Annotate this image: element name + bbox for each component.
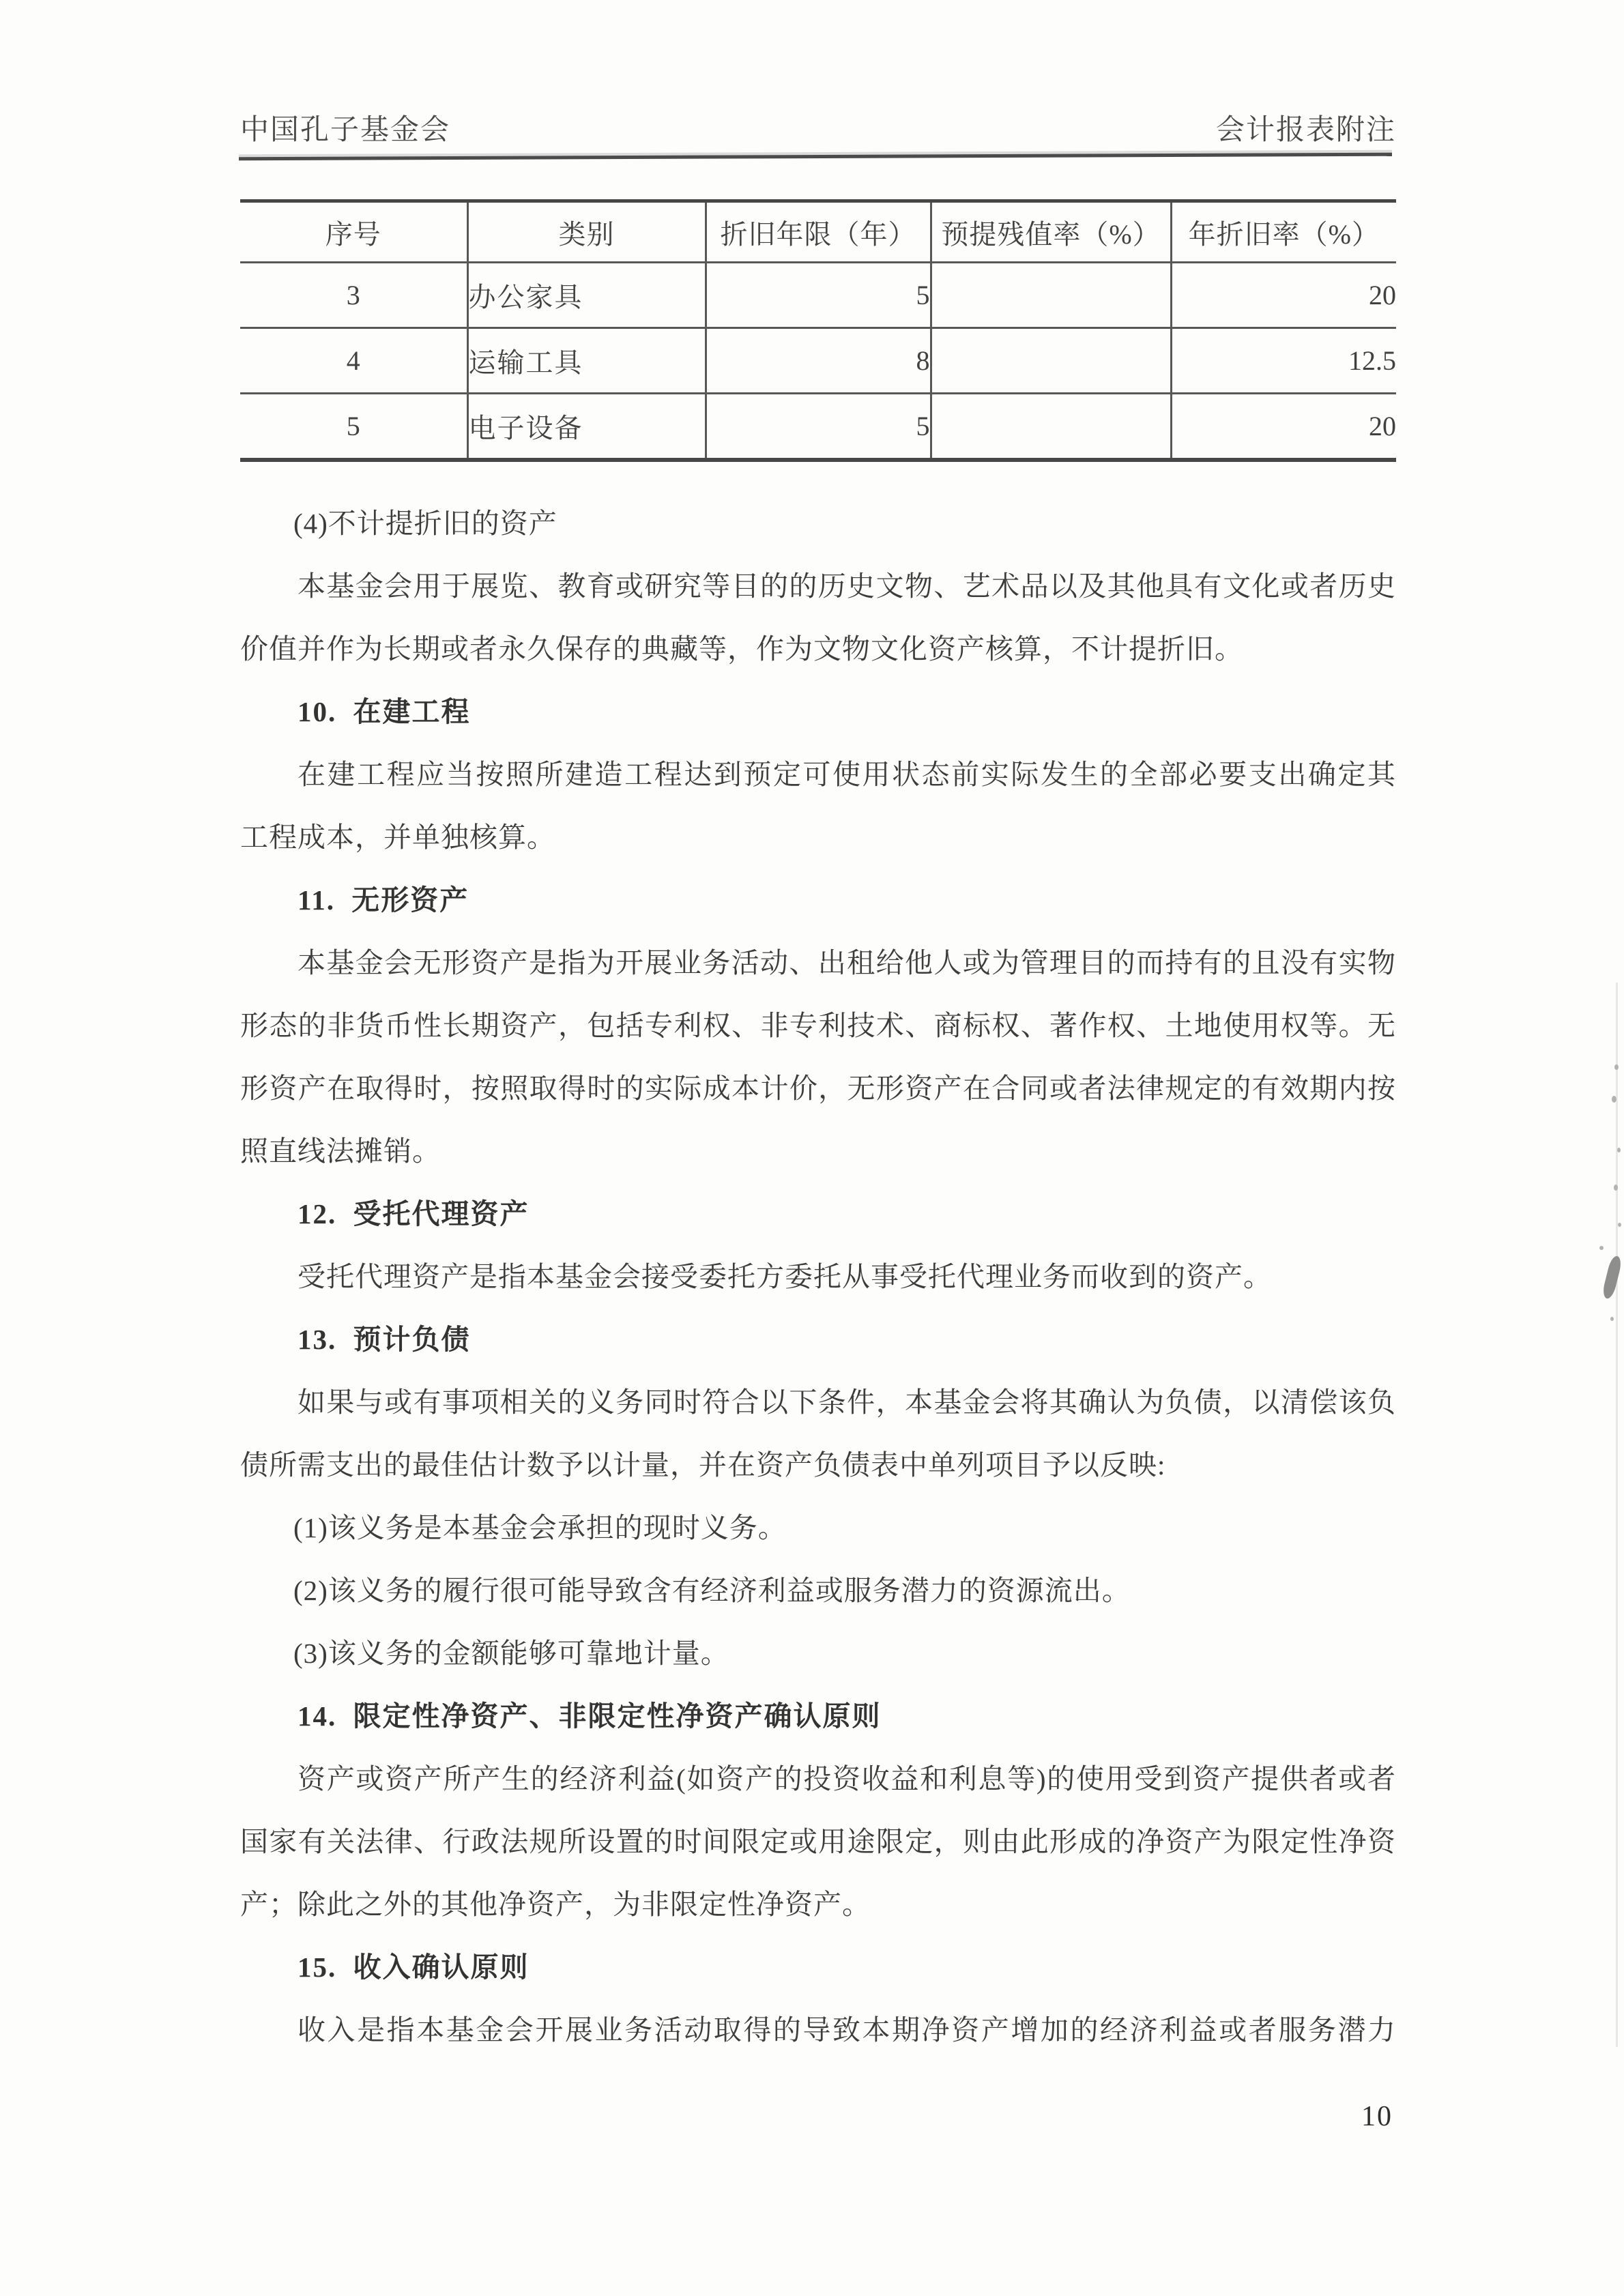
scan-artifact-speck: [1617, 1148, 1621, 1152]
table-row: [240, 263, 1396, 328]
text-line: 国家有关法律、行政法规所设置的时间限定或用途限定，则由此形成的净资产为限定性净资: [240, 1826, 1396, 1857]
text-line: 如果与或有事项相关的义务同时符合以下条件，本基金会将其确认为负债，以清偿该负: [298, 1386, 1396, 1418]
text-line: 11. 无形资产: [298, 884, 469, 916]
cell-no: 5: [240, 394, 467, 461]
table-row: [240, 328, 1396, 394]
page-header: [240, 113, 1396, 147]
table-header-row: [240, 201, 1396, 263]
scan-artifact-speck: [1610, 1317, 1614, 1321]
column-header-no: 序号: [240, 201, 467, 263]
text-line: 本基金会用于展览、教育或研究等目的的历史文物、艺术品以及其他具有文化或者历史: [298, 570, 1396, 602]
cell-residual: [931, 328, 1171, 394]
scan-artifact-blob: [1601, 1255, 1623, 1300]
cell-no: 3: [240, 263, 467, 328]
doc-title: 会计报表附注: [1215, 115, 1396, 146]
page-number: 10: [1361, 2101, 1393, 2132]
text-line: (4)不计提折旧的资产: [293, 508, 557, 539]
table-row: [240, 394, 1396, 461]
text-line: 14. 限定性净资产、非限定性净资产确认原则: [298, 1700, 882, 1732]
text-line: 资产或资产所产生的经济利益(如资产的投资收益和利息等)的使用受到资产提供者或者: [298, 1763, 1396, 1794]
text-line: 受托代理资产是指本基金会接受委托方委托从事受托代理业务而收到的资产。: [298, 1261, 1272, 1292]
text-line: 10. 在建工程: [298, 696, 471, 727]
cell-years: 5: [706, 394, 931, 461]
text-line: 本基金会无形资产是指为开展业务活动、出租给他人或为管理目的而持有的且没有实物: [298, 947, 1396, 978]
text-line: 在建工程应当按照所建造工程达到预定可使用状态前实际发生的全部必要支出确定其: [298, 759, 1396, 790]
scan-artifact-speck: [1614, 1064, 1619, 1070]
text-line: 13. 预计负债: [298, 1324, 471, 1355]
cell-category: 办公家具: [467, 263, 706, 328]
text-line: (2)该义务的履行很可能导致含有经济利益或服务潜力的资源流出。: [293, 1575, 1131, 1606]
cell-residual: [931, 394, 1171, 461]
scan-artifact-speck: [1618, 1223, 1621, 1227]
header-rule: [239, 153, 1392, 160]
cell-rate: 20: [1171, 263, 1396, 328]
text-line: (3)该义务的金额能够可靠地计量。: [293, 1638, 729, 1669]
column-header-category: 类别: [467, 201, 706, 263]
text-line: (1)该义务是本基金会承担的现时义务。: [293, 1512, 787, 1543]
depreciation-table: [240, 199, 1396, 462]
cell-rate: 12.5: [1171, 328, 1396, 394]
cell-years: 5: [706, 263, 931, 328]
cell-category: 运输工具: [467, 328, 706, 394]
body-text: [240, 492, 1396, 2061]
text-line: 收入是指本基金会开展业务活动取得的导致本期净资产增加的经济利益或者服务潜力: [298, 2014, 1396, 2046]
cell-years: 8: [706, 328, 931, 394]
scan-artifact-speck: [1612, 1096, 1616, 1103]
text-line: 产；除此之外的其他净资产，为非限定性净资产。: [240, 1889, 871, 1920]
cell-residual: [931, 263, 1171, 328]
text-line: 照直线法摊销。: [240, 1135, 441, 1167]
org-name: 中国孔子基金会: [240, 115, 451, 146]
text-line: 债所需支出的最佳估计数予以计量，并在资产负债表中单列项目予以反映:: [240, 1449, 1166, 1481]
scan-artifact-speck: [1614, 1185, 1618, 1191]
cell-no: 4: [240, 328, 467, 394]
scan-artifact-speck: [1599, 1246, 1604, 1250]
text-line: 价值并作为长期或者永久保存的典藏等，作为文物文化资产核算，不计提折旧。: [240, 633, 1243, 665]
text-line: 形资产在取得时，按照取得时的实际成本计价，无形资产在合同或者法律规定的有效期内按: [240, 1073, 1396, 1104]
text-line: 15. 收入确认原则: [298, 1951, 530, 1983]
column-header-years: 折旧年限（年）: [706, 201, 931, 263]
cell-category: 电子设备: [467, 394, 706, 461]
column-header-rate: 年折旧率（%）: [1171, 201, 1396, 263]
column-header-residual: 预提残值率（%）: [931, 201, 1171, 263]
scan-artifact-line: [1616, 983, 1618, 2047]
cell-rate: 20: [1171, 394, 1396, 461]
text-line: 工程成本，并单独核算。: [240, 822, 555, 853]
text-line: 形态的非货币性长期资产，包括专利权、非专利技术、商标权、著作权、土地使用权等。无: [240, 1010, 1396, 1041]
text-line: 12. 受托代理资产: [298, 1198, 530, 1230]
